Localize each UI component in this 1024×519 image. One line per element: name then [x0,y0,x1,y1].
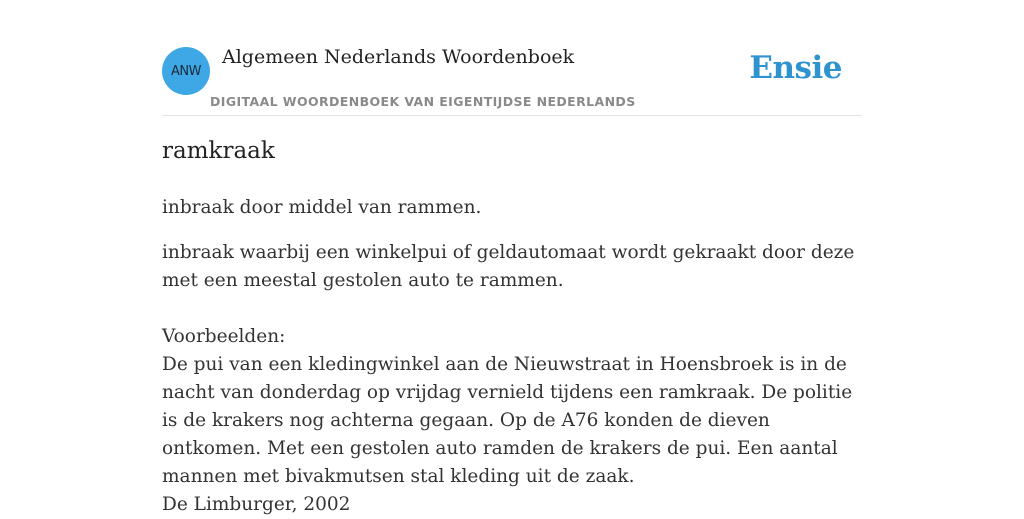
short-definition: inbraak door middel van rammen. [162,197,482,218]
example-text: De pui van een kledingwinkel aan de Nieuwstraat in Hoensbroek is in de nacht van donderdag op vrijdag vernield tijdens een ramkraak. De politie is de krakers nog achterna gegaan. Op de A76 konden de dieven ontkomen. Met een gestolen auto ramden de krakers de pui. Een aantal mannen met bivakmutsen stal kleding uit de zaak. [162,354,853,487]
ensie-logo-link[interactable]: Ensie [749,50,842,86]
examples-section [162,323,862,519]
entry-word: ramkraak [162,138,275,164]
anw-logo[interactable]: ANW [162,47,210,95]
source-header [162,0,862,116]
source-title[interactable]: Algemeen Nederlands Woordenboek [222,46,575,68]
page-content [162,0,862,515]
long-definition: inbraak waarbij een winkelpui of geldautomaat wordt gekraakt door deze met een meestal gestolen auto te rammen. [162,242,855,291]
source-subtitle: DIGITAAL WOORDENBOEK VAN EIGENTIJDSE NEDERLANDS [210,94,636,109]
examples-heading: Voorbeelden: [162,326,286,347]
example-source: De Limburger, 2002 [162,494,351,515]
